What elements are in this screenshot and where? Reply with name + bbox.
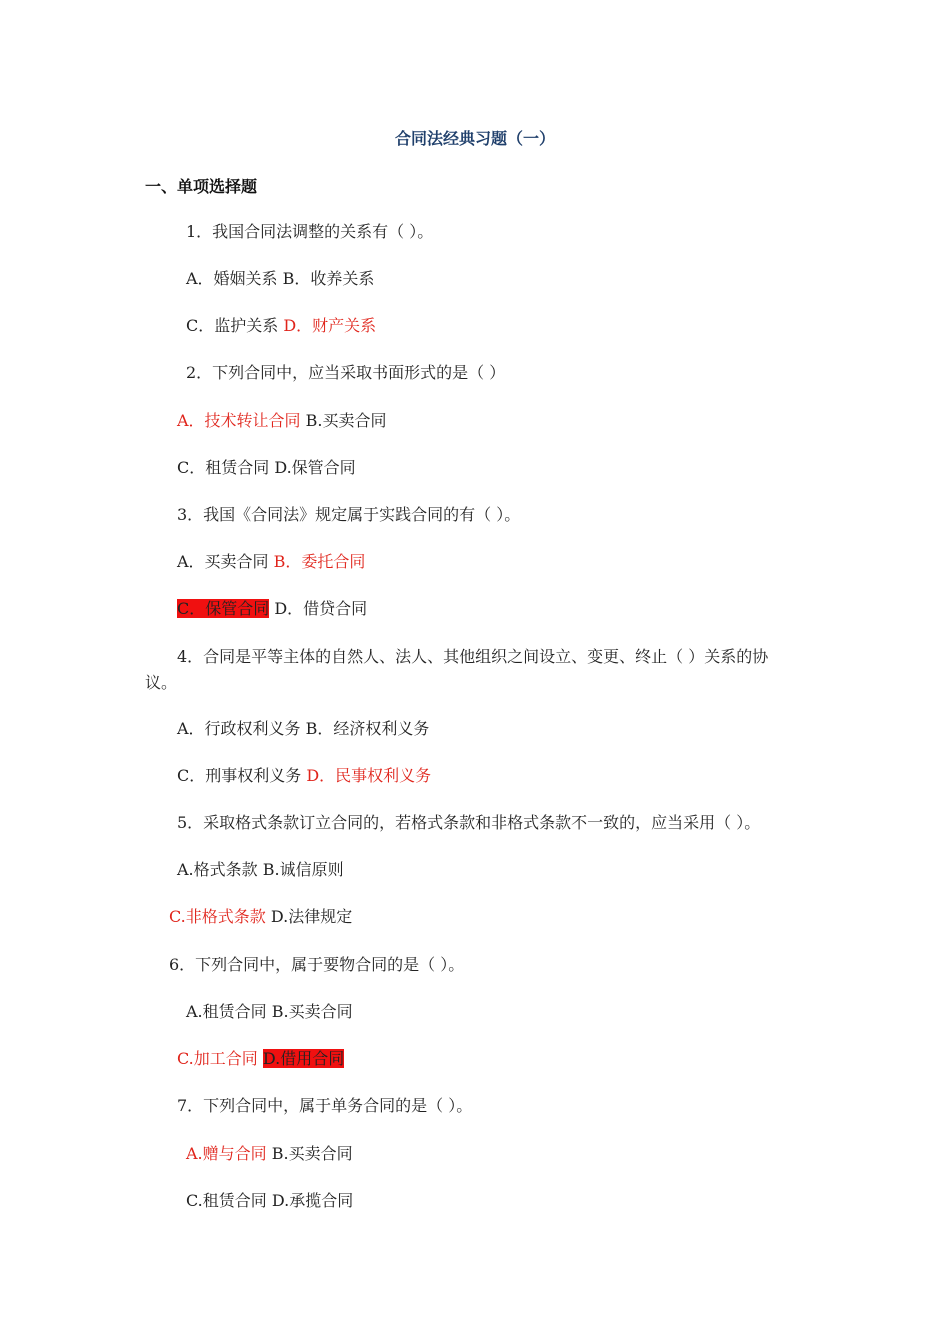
q3-options-cd <box>177 596 367 622</box>
highlighted-option: C．保管合同 <box>177 599 270 618</box>
option-text: C．监护关系 <box>186 316 284 335</box>
option-text: D．借贷合同 <box>269 599 368 618</box>
q2-options-ab <box>177 408 387 434</box>
question-text: 6．下列合同中，属于要物合同的是（ ）。 <box>169 955 465 974</box>
option-text: A．买卖合同 <box>177 552 274 571</box>
question-text: 4．合同是平等主体的自然人、法人、其他组织之间设立、变更、终止（ ）关系的协 <box>177 647 769 666</box>
question-2 <box>186 360 505 386</box>
q2-options-cd <box>177 455 356 481</box>
q6-options-ab <box>186 999 353 1025</box>
answer-option: C.非格式条款 <box>169 907 266 926</box>
q5-options-ab <box>177 857 344 883</box>
question-6 <box>169 952 464 978</box>
section-title: 一、单项选择题 <box>145 177 258 196</box>
q7-options-ab <box>186 1141 353 1167</box>
q7-options-cd <box>186 1188 353 1214</box>
answer-option: A．技术转让合同 <box>177 411 301 430</box>
answer-option: C.加工合同 <box>177 1049 263 1068</box>
answer-option: D．财产关系 <box>283 316 377 335</box>
option-text: A.租赁合同 B.买卖合同 <box>186 1002 353 1021</box>
question-4-wrap <box>145 670 177 696</box>
question-text: 3．我国《合同法》规定属于实践合同的有（ ）。 <box>177 505 521 524</box>
q4-options-cd <box>177 763 431 789</box>
option-text: A．行政权利义务 B．经济权利义务 <box>177 719 430 738</box>
q1-options-cd <box>186 313 376 339</box>
question-text: 7．下列合同中，属于单务合同的是（ ）。 <box>177 1096 473 1115</box>
question-text-continued: 议。 <box>145 673 178 692</box>
q4-options-ab <box>177 716 429 742</box>
option-text: B.买卖合同 <box>266 1144 353 1163</box>
option-text: A.格式条款 B.诚信原则 <box>177 860 344 879</box>
question-text: 1．我国合同法调整的关系有（ ）。 <box>186 222 434 241</box>
q3-options-ab <box>177 549 365 575</box>
option-text: C．租赁合同 D.保管合同 <box>177 458 356 477</box>
q5-options-cd <box>169 904 352 930</box>
question-4 <box>177 644 768 670</box>
question-text: 5．采取格式条款订立合同的，若格式条款和非格式条款不一致的，应当采用（ ）。 <box>177 813 761 832</box>
option-text: D.法律规定 <box>265 907 353 926</box>
highlighted-option: D.借用合同 <box>262 1049 345 1068</box>
answer-option: D．民事权利义务 <box>306 766 432 785</box>
q1-options-ab <box>186 266 374 292</box>
answer-option: B．委托合同 <box>273 552 366 571</box>
q6-options-cd <box>177 1046 344 1072</box>
option-text: C．刑事权利义务 <box>177 766 307 785</box>
question-5 <box>177 810 760 836</box>
page-title: 合同法经典习题（一） <box>394 129 555 148</box>
question-text: 2．下列合同中，应当采取书面形式的是（ ） <box>186 363 506 382</box>
question-7 <box>177 1093 472 1119</box>
question-3 <box>177 502 520 528</box>
option-text: C.租赁合同 D.承揽合同 <box>186 1191 354 1210</box>
option-text: B.买卖合同 <box>300 411 387 430</box>
question-1 <box>186 219 433 245</box>
option-text: A．婚姻关系 B．收养关系 <box>186 269 375 288</box>
answer-option: A.赠与合同 <box>186 1144 267 1163</box>
